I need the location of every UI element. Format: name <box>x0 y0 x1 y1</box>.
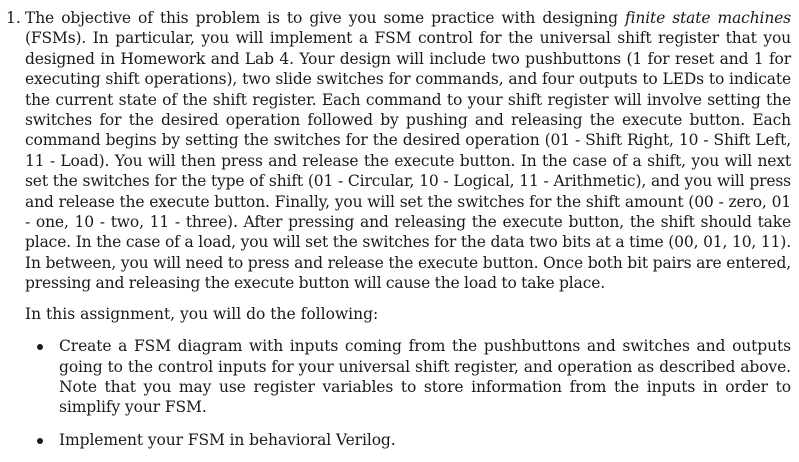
task-list <box>25 336 791 450</box>
bullet-icon <box>37 344 43 350</box>
task-item-fsm-diagram <box>25 336 791 418</box>
bullet-icon <box>37 438 43 444</box>
intro-text-rest: (FSMs). In particular, you will implement a FSM control for the universal shift register that you designed in Homework and Lab 4. Your design will include two pushbuttons (1 for reset and 1 for executing shift operations), two slide switches for commands, and four outputs to LEDs to indicate the current state of the shift register. Each command to your shift register will involve setting the switches for the desired operation followed by pushing and releasing the execute button. Each command begins by setting the switches for the desired operation (01 - Shift Right, 10 - Shift Left, 11 - Load). You will then press and release the execute button. In the case of a shift, you will next set the switches for the type of shift (01 - Circular, 10 - Logical, 11 - Arithmetic), and you will press and release the execute button. Finally, you will set the switches for the shift amount (00 - zero, 01 - one, 10 - two, 11 - three). After pressing and releasing the execute button, the shift should take place. In the case of a load, you will set the switches for the data two bits at a time (00, 01, 10, 11). In between, you will need to press and release the execute button. Once both bit pairs are entered, pressing and releasing the execute button will cause the load to take place. <box>25 29 791 293</box>
intro-text-start: The objective of this problem is to give you some practice with designing <box>25 9 625 27</box>
problem-body <box>25 8 791 450</box>
problem-description <box>25 8 791 294</box>
problem-number: 1. <box>6 9 21 27</box>
task-text: Implement your FSM in behavioral Verilog. <box>59 430 396 449</box>
assignment-intro: In this assignment, you will do the following: <box>25 304 379 323</box>
intro-emphasis: finite state machines <box>625 9 791 27</box>
task-text: Create a FSM diagram with inputs coming from the pushbuttons and switches and outputs going to the control inputs for your universal shift register, and operation as described above. Note that you may use register variables to store information from the inputs in order to simplify your FSM. <box>59 337 791 417</box>
problem-item <box>6 8 791 462</box>
task-item-verilog <box>25 430 791 450</box>
